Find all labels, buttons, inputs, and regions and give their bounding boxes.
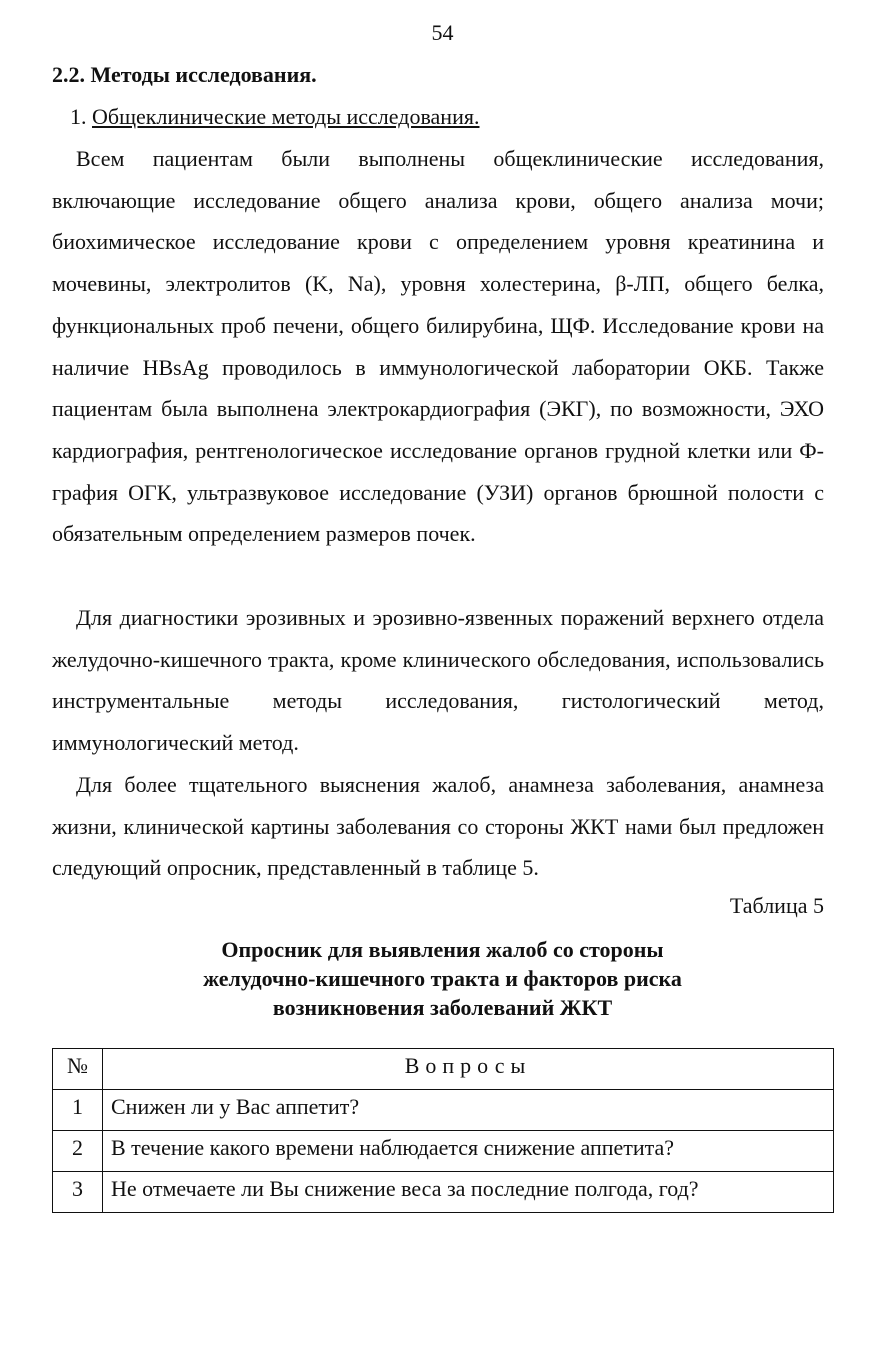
row-number: 3 [53, 1172, 103, 1213]
subsection-heading [70, 104, 479, 130]
table-row [53, 1090, 834, 1131]
paragraph-diagnostics: Для диагностики эрозивных и эрозивно-язвенных поражений верхнего отдела желудочно-кишечного тракта, кроме клинического обследования, использовались инструментальные методы исследования, гистологический метод, иммунологический метод. [52, 605, 824, 756]
row-number: 2 [53, 1131, 103, 1172]
questionnaire-table [52, 1048, 834, 1213]
header-questions: Вопросы [103, 1049, 834, 1090]
section-heading: 2.2. Методы исследования. [52, 62, 317, 87]
page-number: 54 [431, 20, 454, 45]
row-question: В течение какого времени наблюдается снижение аппетита? [103, 1131, 834, 1172]
row-number: 1 [53, 1090, 103, 1131]
table-caption-line: возникновения заболеваний ЖКТ [272, 995, 613, 1020]
subsection-title: Общеклинические методы исследования. [92, 104, 480, 129]
table-row [53, 1131, 834, 1172]
paragraph-questionnaire-intro: Для более тщательного выяснения жалоб, анамнеза заболевания, анамнеза жизни, клинической картины заболевания со стороны ЖКТ нами был предложен следующий опросник, представленный в таблице 5. [52, 772, 824, 881]
subsection-number: 1. [70, 104, 87, 129]
table-row [53, 1172, 834, 1213]
table-caption [0, 935, 885, 1022]
table-label: Таблица 5 [729, 893, 824, 918]
paragraph-general-exams: Всем пациентам были выполнены общеклинические исследования, включающие исследование общего анализа крови, общего анализа мочи; биохимическое исследование крови с определением уровня креатинина и мочевины, электролитов (K, Na), уровня холестерина, β-ЛП, общего белка, функциональных проб печени, общего билирубина, ЩФ. Исследование крови на наличие HBsAg проводилось в иммунологической лаборатории ОКБ. Также пациентам была выполнена электрокардиография (ЭКГ), по возможности, ЭХО кардиография, рентгенологическое исследование органов грудной клетки или Ф-графия ОГК, ультразвуковое исследование (УЗИ) органов брюшной полости с обязательным определением размеров почек. [52, 146, 824, 547]
row-question: Снижен ли у Вас аппетит? [103, 1090, 834, 1131]
table-header-row [53, 1049, 834, 1090]
table-caption-line: желудочно-кишечного тракта и факторов риска [203, 966, 682, 991]
row-question: Не отмечаете ли Вы снижение веса за последние полгода, год? [103, 1172, 834, 1213]
header-number: № [53, 1049, 103, 1090]
table-caption-line: Опросник для выявления жалоб со стороны [221, 937, 664, 962]
